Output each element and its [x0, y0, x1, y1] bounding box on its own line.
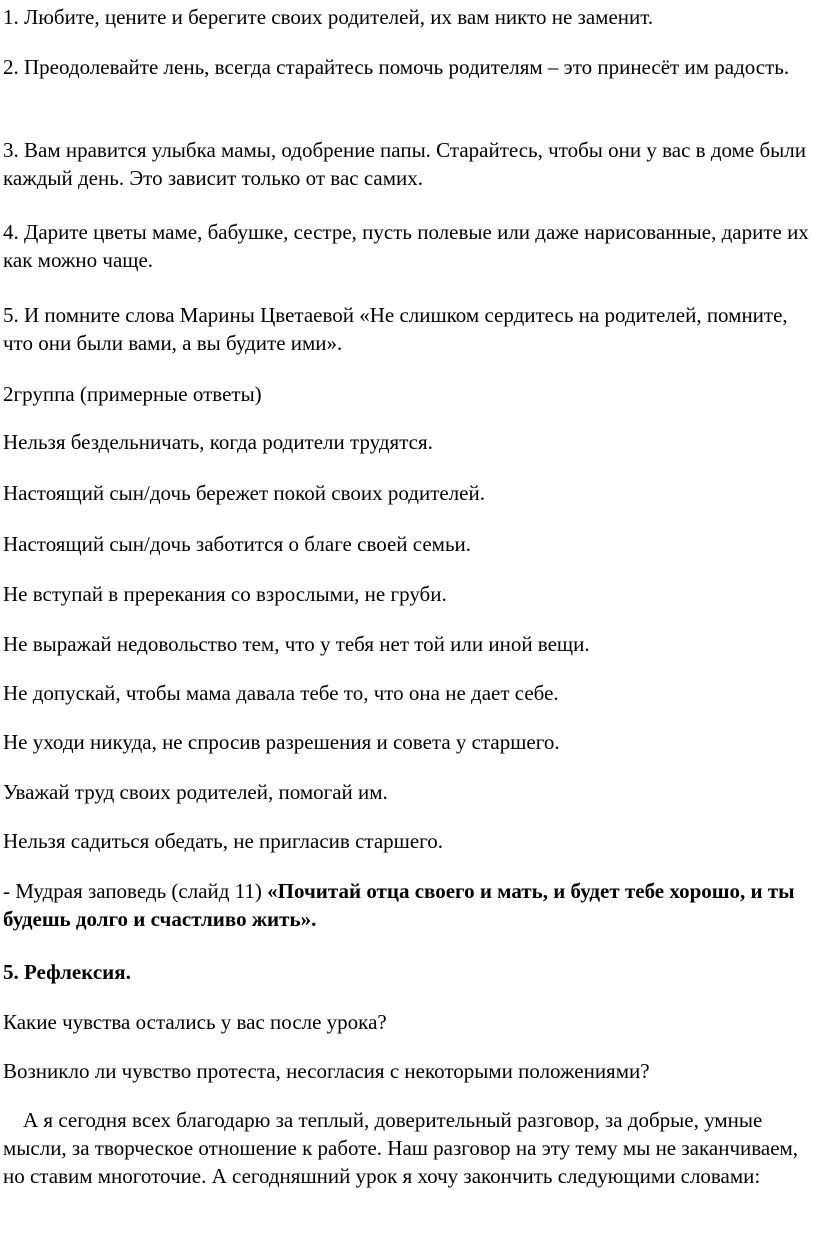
rule-line: Уважай труд своих родителей, помогай им. — [3, 780, 388, 804]
wisdom-prefix: - Мудрая заповедь (слайд 11) — [3, 879, 268, 903]
rule-line: Не уходи никуда, не спросив разрешения и совета у старшего. — [3, 730, 560, 754]
advice-item-1: 1. Любите, цените и берегите своих родителей, их вам никто не заменит. — [3, 5, 654, 29]
group-2-heading: 2группа (примерные ответы) — [3, 382, 262, 406]
reflection-question: Какие чувства остались у вас после урока? — [3, 1010, 387, 1034]
rule-line: Нельзя бездельничать, когда родители трудятся. — [3, 430, 433, 454]
advice-item-2: 2. Преодолевайте лень, всегда старайтесь помочь родителям – это принесёт им радость. — [3, 55, 790, 79]
rule-line: Не допускай, чтобы мама давала тебе то, что она не дает себе. — [3, 681, 559, 705]
advice-item-4: 4. Дарите цветы маме, бабушке, сестре, пусть полевые или даже нарисованные, дарите их как можно чаще. — [3, 220, 809, 272]
rule-line: Не вступай в пререкания со взрослыми, не груби. — [3, 582, 447, 606]
closing-paragraph: А я сегодня всех благодарю за теплый, доверительный разговор, за добрые, умные мысли, за творческое отношение к работе. Наш разговор на эту тему мы не заканчиваем, но ставим многоточие. А сегодняшний урок я хочу закончить следующими словами: — [3, 1108, 799, 1188]
advice-item-3: 3. Вам нравится улыбка мамы, одобрение папы. Старайтесь, чтобы они у вас в доме были каждый день. Это зависит только от вас самих. — [3, 138, 806, 190]
rule-line: Нельзя садиться обедать, не пригласив старшего. — [3, 829, 443, 853]
wisdom-quote: «Почитай отца своего и мать, и будет тебе хорошо, и ты будешь долго и счастливо жить». — [3, 879, 795, 931]
rule-line: Настоящий сын/дочь бережет покой своих родителей. — [3, 481, 485, 505]
wisdom-commandment — [3, 877, 815, 933]
advice-item-5: 5. И помните слова Марины Цветаевой «Не слишком сердитесь на родителей, помните, что они были вами, а вы будите ими». — [3, 303, 788, 355]
reflection-question: Возникло ли чувство протеста, несогласия с некоторыми положениями? — [3, 1059, 650, 1083]
rule-line: Настоящий сын/дочь заботится о благе своей семьи. — [3, 532, 472, 556]
reflection-heading: 5. Рефлексия. — [3, 960, 131, 984]
rule-line: Не выражай недовольство тем, что у тебя нет той или иной вещи. — [3, 632, 590, 656]
